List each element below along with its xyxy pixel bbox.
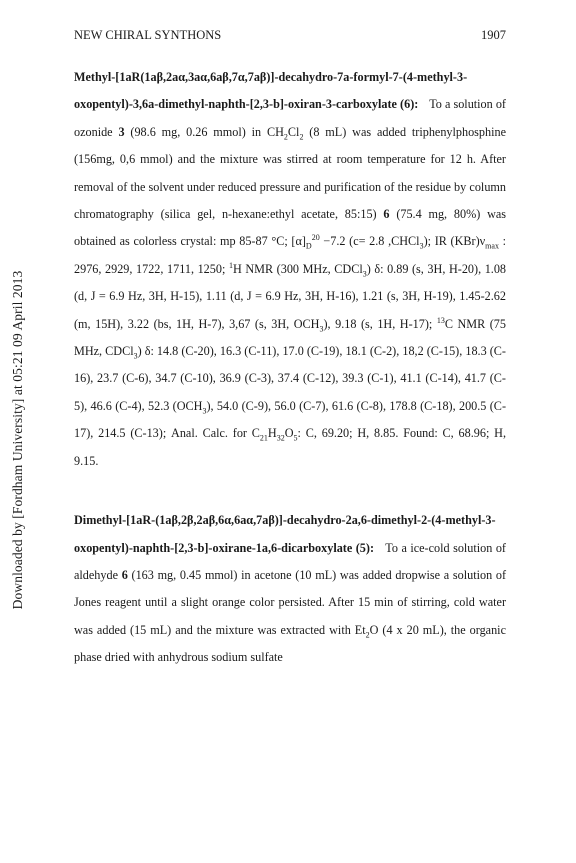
- compound-6-title: Methyl-[1aR(1aβ,2aα,3aα,6aβ,7α,7aβ)]-decahydro-7a-formyl-7-(4-methyl-3-oxopentyl)-3,6a-dimethyl-naphth-[2,3-b]-oxiran-3-carboxylate (6):: [74, 70, 468, 112]
- download-note: Downloaded by [Fordham University] at 05:21 09 April 2013: [10, 270, 25, 610]
- download-sidebar: [0, 0, 36, 863]
- compound-ref: 6: [383, 207, 390, 222]
- article-body: [74, 64, 506, 672]
- compound-ref: 6: [121, 567, 128, 582]
- page-number: 1907: [481, 28, 506, 42]
- compound-5-section: [74, 507, 506, 671]
- compound-6-paragraph: Methyl-[1aR(1aβ,2aα,3aα,6aβ,7α,7aβ)]-decahydro-7a-formyl-7-(4-methyl-3-oxopentyl)-3,6a-dimethyl-naphth-[2,3-b]-oxiran-3-carboxylate (6): To a solution of ozonide 3 (98.6 mg, 0.26 mmol) in $CH_2Cl_2$ (8 mL) was added triphenylphosphine (156mg, 0,6 mmol) and the mixture was stirred at room temperature for 12 h. After removal of the solvent under reduced pressure and purification of the residue by column chromatography (silica gel, n-hexane:ethyl acetate, 85:15) 6 (75.4 mg, 80%) was obtained as colorless crystal: mp 85-87 °C; $[\alpha]_D^{20} -7.2$ (c= 2.8 ,CHCl$_3$); IR $(KBr)\nu_{max}$ : 2976, 2929, 1722, 1711, 1250; $^1$H NMR (300 MHz, CDCl$_3$) δ: 0.89 (s, 3H, H-20), 1.08 (d, J = 6.9 Hz, 3H, H-15), 1.11 (d, J = 6.9 Hz, 3H, H-16), 1.21 (s, 3H, H-19), 1.45-2.62 (m, 15H), 3.22 (bs, 1H, H-7), 3,67 (s, 3H, $OCH_3$), 9.18 (s, 1H, H-17); $^{13}$C NMR (75 MHz, CDCl$_3$) δ: 14.8 (C-20), 16.3 (C-11), 17.0 (C-19), 18.1 (C-2), 18,2 (C-15), 18.3 (C-16), 23.7 (C-6), 34.7 (C-10), 36.9 (C-3), 37.4 (C-12), 39.3 (C-1), 41.1 (C-14), 41.7 (C-5), 46.6 (C-4), 52.3 $(OCH_3)$, 54.0 (C-9), 56.0 (C-7), 61.6 (C-8), 178.8 (C-18), 200.5 (C-17), 214.5 (C-13); Anal. Calc. for $C_{21}H_{32}O_5$: C, 69.20; H, 8.85. Found: C, 68.96; H, 9.15.: [74, 70, 507, 468]
- compound-ref: 3: [118, 124, 125, 139]
- compound-6-section: [74, 64, 506, 475]
- compound-5-title: Dimethyl-[1aR-(1aβ,2β,2aβ,6α,6aα,7aβ)]-decahydro-2a,6-dimethyl-2-(4-methyl-3-oxopentyl)-naphth-[2,3-b]-oxirane-1a,6-dicarboxylate (5):: [74, 513, 496, 555]
- journal-title: NEW CHIRAL SYNTHONS: [74, 28, 222, 42]
- running-header: [74, 28, 506, 43]
- compound-5-paragraph: Dimethyl-[1aR-(1aβ,2β,2aβ,6α,6aα,7aβ)]-decahydro-2a,6-dimethyl-2-(4-methyl-3-oxopentyl)-naphth-[2,3-b]-oxirane-1a,6-dicarboxylate (5): To a ice-cold solution of aldehyde 6 (163 mg, 0.45 mmol) in acetone (10 mL) was added dropwise a solution of Jones reagent until a slight orange color persisted. After 15 min of stirring, cold water was added (15 mL) and the mixture was extracted with $Et_2O$ (4 x 20 mL), the organic phase dried with anhydrous sodium sulfate: [74, 513, 507, 665]
